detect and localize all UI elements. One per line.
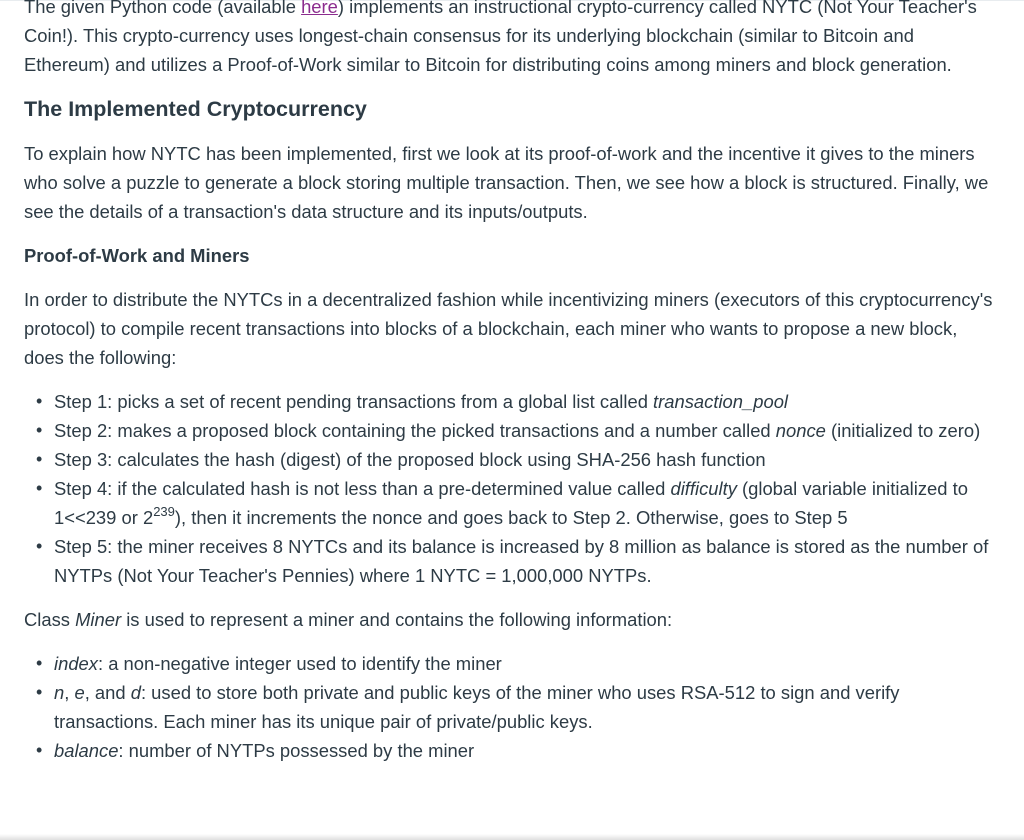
document-content bbox=[24, 0, 999, 765]
bullet-icon: • bbox=[36, 740, 43, 760]
bullet-icon: • bbox=[36, 420, 43, 440]
list-item: • Step 3: calculates the hash (digest) of the proposed block using SHA-256 hash function bbox=[54, 445, 999, 474]
bottom-edge-shadow bbox=[0, 834, 1024, 840]
bullet-icon: • bbox=[36, 682, 43, 702]
list-item: • index: a non-negative integer used to identify the miner bbox=[54, 649, 999, 678]
section-paragraph: To explain how NYTC has been implemented, first we look at its proof-of-work and the incentive it gives to the miners who solve a puzzle to generate a block storing multiple transaction. Then, we see how a block is structured. Finally, we see the details of a transaction's data structure and its inputs/outputs. bbox=[24, 143, 989, 222]
list-item: • Step 1: picks a set of recent pending transactions from a global list called transaction_pool bbox=[54, 387, 999, 416]
subsection-heading: Proof-of-Work and Miners bbox=[24, 245, 250, 266]
subsection-paragraph: In order to distribute the NYTCs in a decentralized fashion while incentivizing miners (executors of this cryptocurrency's protocol) to compile recent transactions into blocks of a blockchain, each miner who wants to propose a new block, does the following: bbox=[24, 289, 993, 368]
list-item: • Step 2: makes a proposed block containing the picked transactions and a number called nonce (initialized to zero) bbox=[54, 416, 999, 445]
intro-paragraph: The given Python code (available here) implements an instructional crypto-currency called NYTC (Not Your Teacher's Coin!). This crypto-currency uses longest-chain consensus for its underlying blockchain (similar to Bitcoin and Ethereum) and utilizes a Proof-of-Work similar to Bitcoin for distributing coins among miners and block generation. bbox=[24, 0, 999, 79]
bullet-icon: • bbox=[36, 478, 43, 498]
bullet-icon: • bbox=[36, 449, 43, 469]
list-item: • balance: number of NYTPs possessed by the miner bbox=[54, 736, 999, 765]
miner-intro-paragraph: Class Miner is used to represent a miner and contains the following information: bbox=[24, 609, 673, 630]
exponent: 239 bbox=[153, 503, 175, 519]
bullet-icon: • bbox=[36, 391, 43, 411]
code-link[interactable]: here bbox=[301, 0, 338, 17]
bullet-icon: • bbox=[36, 653, 43, 673]
section-heading: The Implemented Cryptocurrency bbox=[24, 97, 367, 121]
miner-fields-list bbox=[24, 649, 999, 765]
bullet-icon: • bbox=[36, 536, 43, 556]
list-item: • Step 5: the miner receives 8 NYTCs and its balance is increased by 8 million as balance is stored as the number of NYTPs (Not Your Teacher's Pennies) where 1 NYTC = 1,000,000 NYTPs. bbox=[54, 532, 999, 590]
list-item: • n, e, and d: used to store both private and public keys of the miner who uses RSA-512 to sign and verify transactions. Each miner has its unique pair of private/public keys. bbox=[54, 678, 999, 736]
list-item: • Step 4: if the calculated hash is not less than a pre-determined value called difficulty (global variable initialized to 1<<239 or $2^{239}$), then it increments the nonce and goes back to Step 2. Otherwise, goes to Step 5 bbox=[54, 474, 999, 532]
steps-list bbox=[24, 387, 999, 590]
